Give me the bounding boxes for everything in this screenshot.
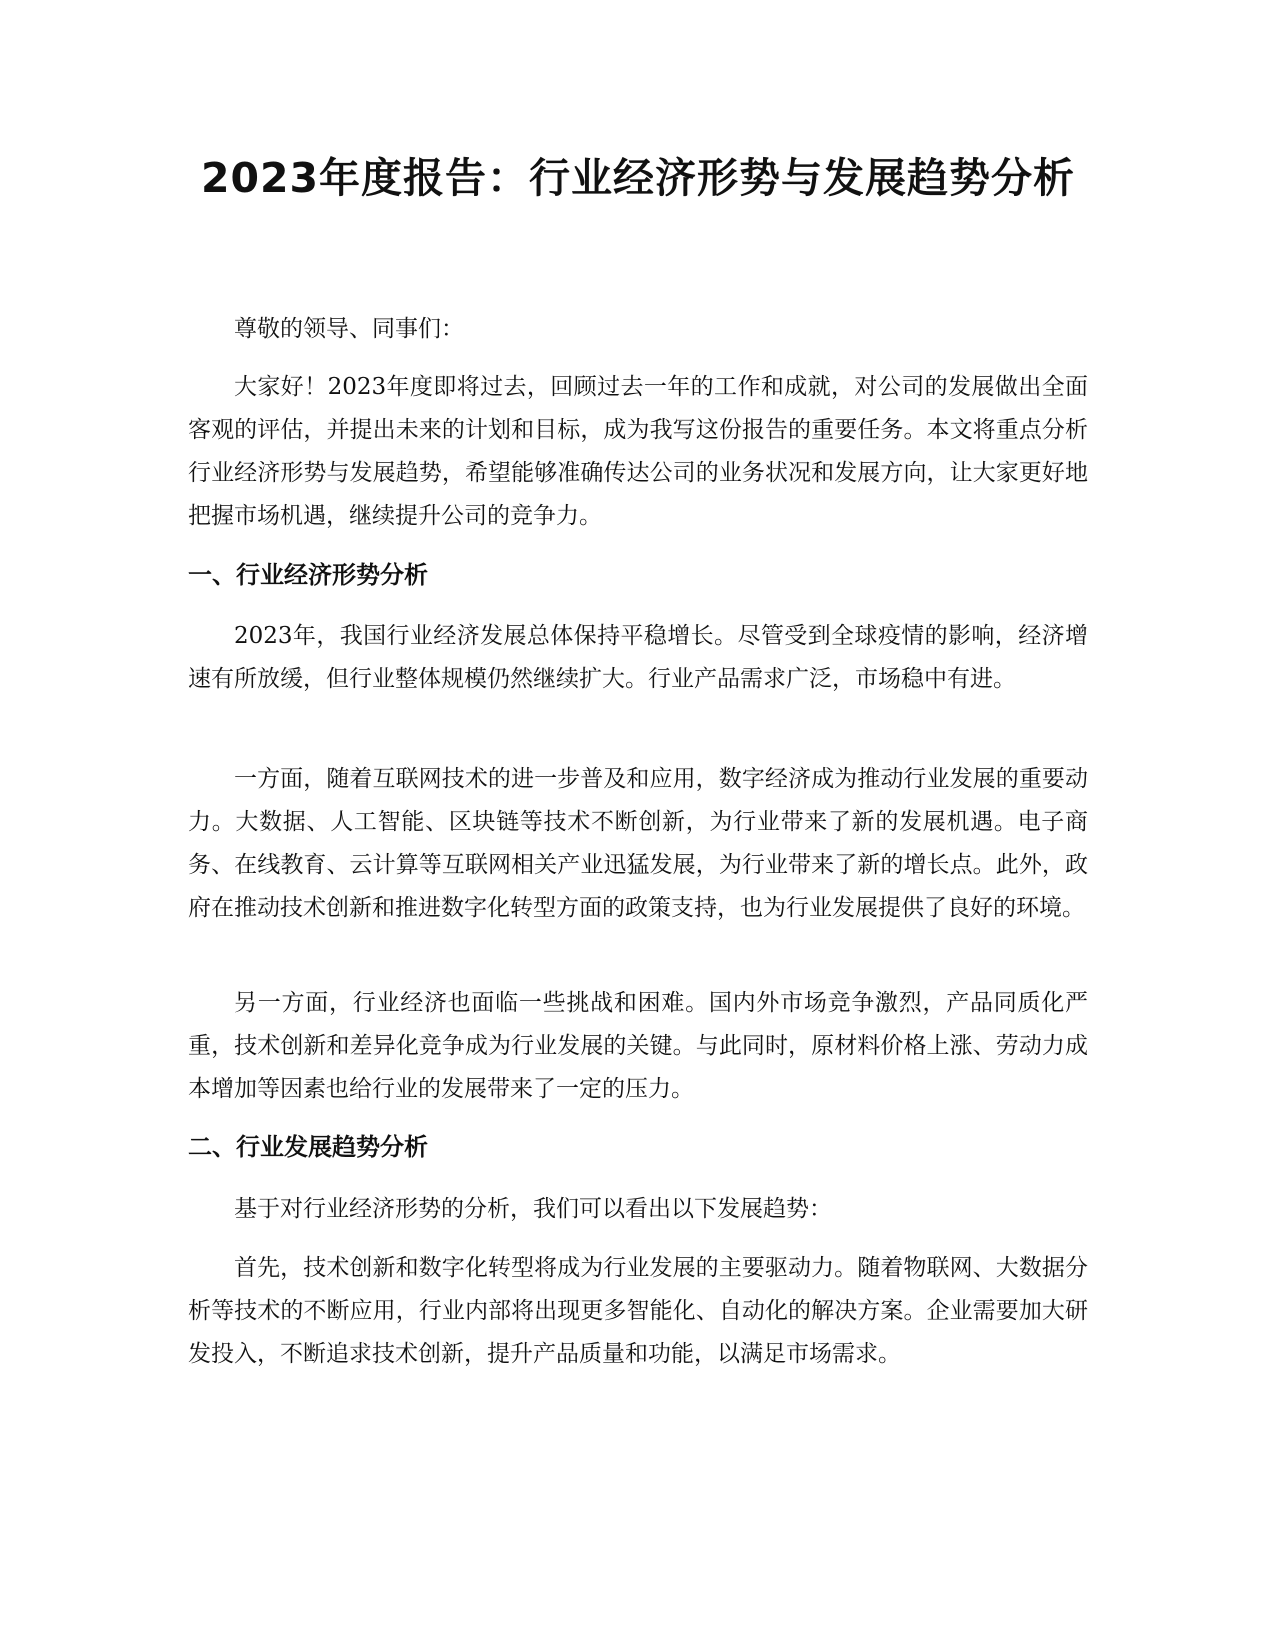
document-page [188,0,1088,1650]
section-1-paragraph-2: 一方面，随着互联网技术的进一步普及和应用，数字经济成为推动行业发展的重要动力。大数据、人工智能、区块链等技术不断创新，为行业带来了新的发展机遇。电子商务、在线教育、云计算等互联网相关产业迅猛发展，为行业带来了新的增长点。此外，政府在推动技术创新和推进数字化转型方面的政策支持，也为行业发展提供了良好的环境。 [188,766,1088,921]
section-heading-2: 二、行业发展趋势分析 [188,1133,428,1161]
intro-paragraph: 大家好！2023年度即将过去，回顾过去一年的工作和成就，对公司的发展做出全面客观的评估，并提出未来的计划和目标，成为我写这份报告的重要任务。本文将重点分析行业经济形势与发展趋势，希望能够准确传达公司的业务状况和发展方向，让大家更好地把握市场机遇，继续提升公司的竞争力。 [188,374,1088,529]
section-2-paragraph-2: 首先，技术创新和数字化转型将成为行业发展的主要驱动力。随着物联网、大数据分析等技术的不断应用，行业内部将出现更多智能化、自动化的解决方案。企业需要加大研发投入，不断追求技术创新，提升产品质量和功能，以满足市场需求。 [188,1255,1088,1367]
section-heading-1: 一、行业经济形势分析 [188,561,428,589]
greeting: 尊敬的领导、同事们： [234,316,464,342]
section-1-paragraph-3: 另一方面，行业经济也面临一些挑战和困难。国内外市场竞争激烈，产品同质化严重，技术创新和差异化竞争成为行业发展的关键。与此同时，原材料价格上涨、劳动力成本增加等因素也给行业的发展带来了一定的压力。 [188,990,1088,1102]
document-title: 2023年度报告：行业经济形势与发展趋势分析 [200,154,1076,202]
section-2-paragraph-1: 基于对行业经济形势的分析，我们可以看出以下发展趋势： [234,1196,832,1222]
section-1-paragraph-1: 2023年，我国行业经济发展总体保持平稳增长。尽管受到全球疫情的影响，经济增速有所放缓，但行业整体规模仍然继续扩大。行业产品需求广泛，市场稳中有进。 [188,623,1088,692]
